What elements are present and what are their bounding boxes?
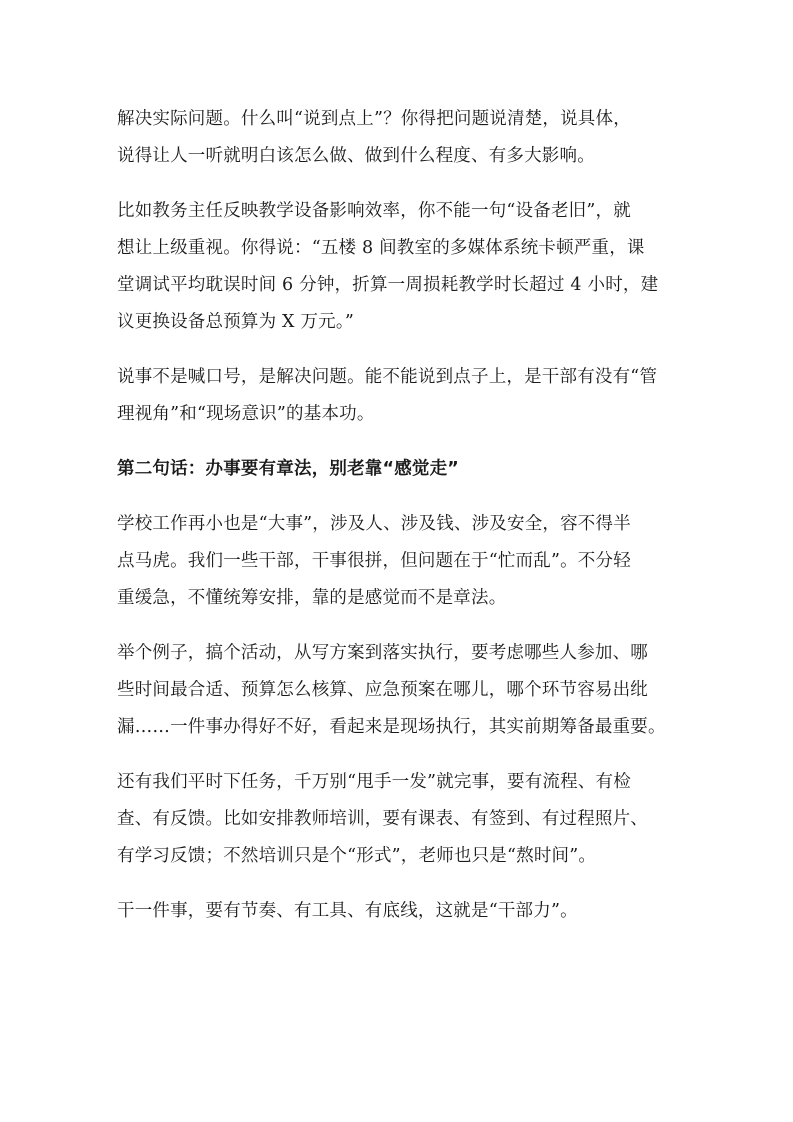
text-line: 有学习反馈；不然培训只是个“形式”，老师也只是“熬时间”。 xyxy=(117,846,597,866)
text-line: 些时间最合适、预算怎么核算、应急预案在哪儿，哪个环节容易出纰 xyxy=(117,680,648,700)
paragraph xyxy=(117,193,687,341)
text-line: 干一件事，要有节奏、有工具、有底线，这就是“干部力”。 xyxy=(117,901,578,921)
text-line: 堂调试平均耽误时间 6 分钟，折算一周损耗教学时长超过 4 小时，建 xyxy=(117,275,659,295)
section-heading xyxy=(117,451,687,488)
paragraph xyxy=(117,893,687,930)
text-line: 漏……一件事办得好不好，看起来是现场执行，其实前期筹备最重要。 xyxy=(117,717,666,737)
paragraph xyxy=(117,764,687,875)
heading-text: 第二句话：办事要有章法，别老靠“感觉走” xyxy=(117,459,460,479)
text-line: 解决实际问题。什么叫“说到点上”？你得把问题说清楚，说具体， xyxy=(117,109,631,129)
text-line: 学校工作再小也是“大事”，涉及人、涉及钱、涉及安全，容不得半 xyxy=(117,514,631,534)
text-line: 议更换设备总预算为 X 万元。” xyxy=(117,312,354,332)
text-line: 说得让人一听就明白该怎么做、做到什么程度、有多大影响。 xyxy=(117,146,595,166)
text-line: 比如教务主任反映教学设备影响效率，你不能一句“设备老旧”，就 xyxy=(117,201,631,221)
paragraph xyxy=(117,635,687,746)
text-line: 想让上级重视。你得说：“五楼 8 间教室的多媒体系统卡顿严重，课 xyxy=(117,238,645,258)
text-line: 理视角”和“现场意识”的基本功。 xyxy=(117,404,375,424)
text-line: 重缓急，不懂统筹安排，靠的是感觉而不是章法。 xyxy=(117,588,507,608)
paragraph xyxy=(117,359,687,433)
paragraph xyxy=(117,506,687,617)
text-line: 说事不是喊口号，是解决问题。能不能说到点子上，是干部有没有“管 xyxy=(117,367,658,387)
text-line: 还有我们平时下任务，千万别“甩手一发”就完事，要有流程、有检 xyxy=(117,772,631,792)
paragraph xyxy=(117,101,687,175)
text-line: 查、有反馈。比如安排教师培训，要有课表、有签到、有过程照片、 xyxy=(117,809,648,829)
text-line: 举个例子，搞个活动，从写方案到落实执行，要考虑哪些人参加、哪 xyxy=(117,643,648,663)
document-body xyxy=(117,101,687,948)
text-line: 点马虎。我们一些干部，干事很拼，但问题在于“忙而乱”。不分轻 xyxy=(117,551,631,571)
